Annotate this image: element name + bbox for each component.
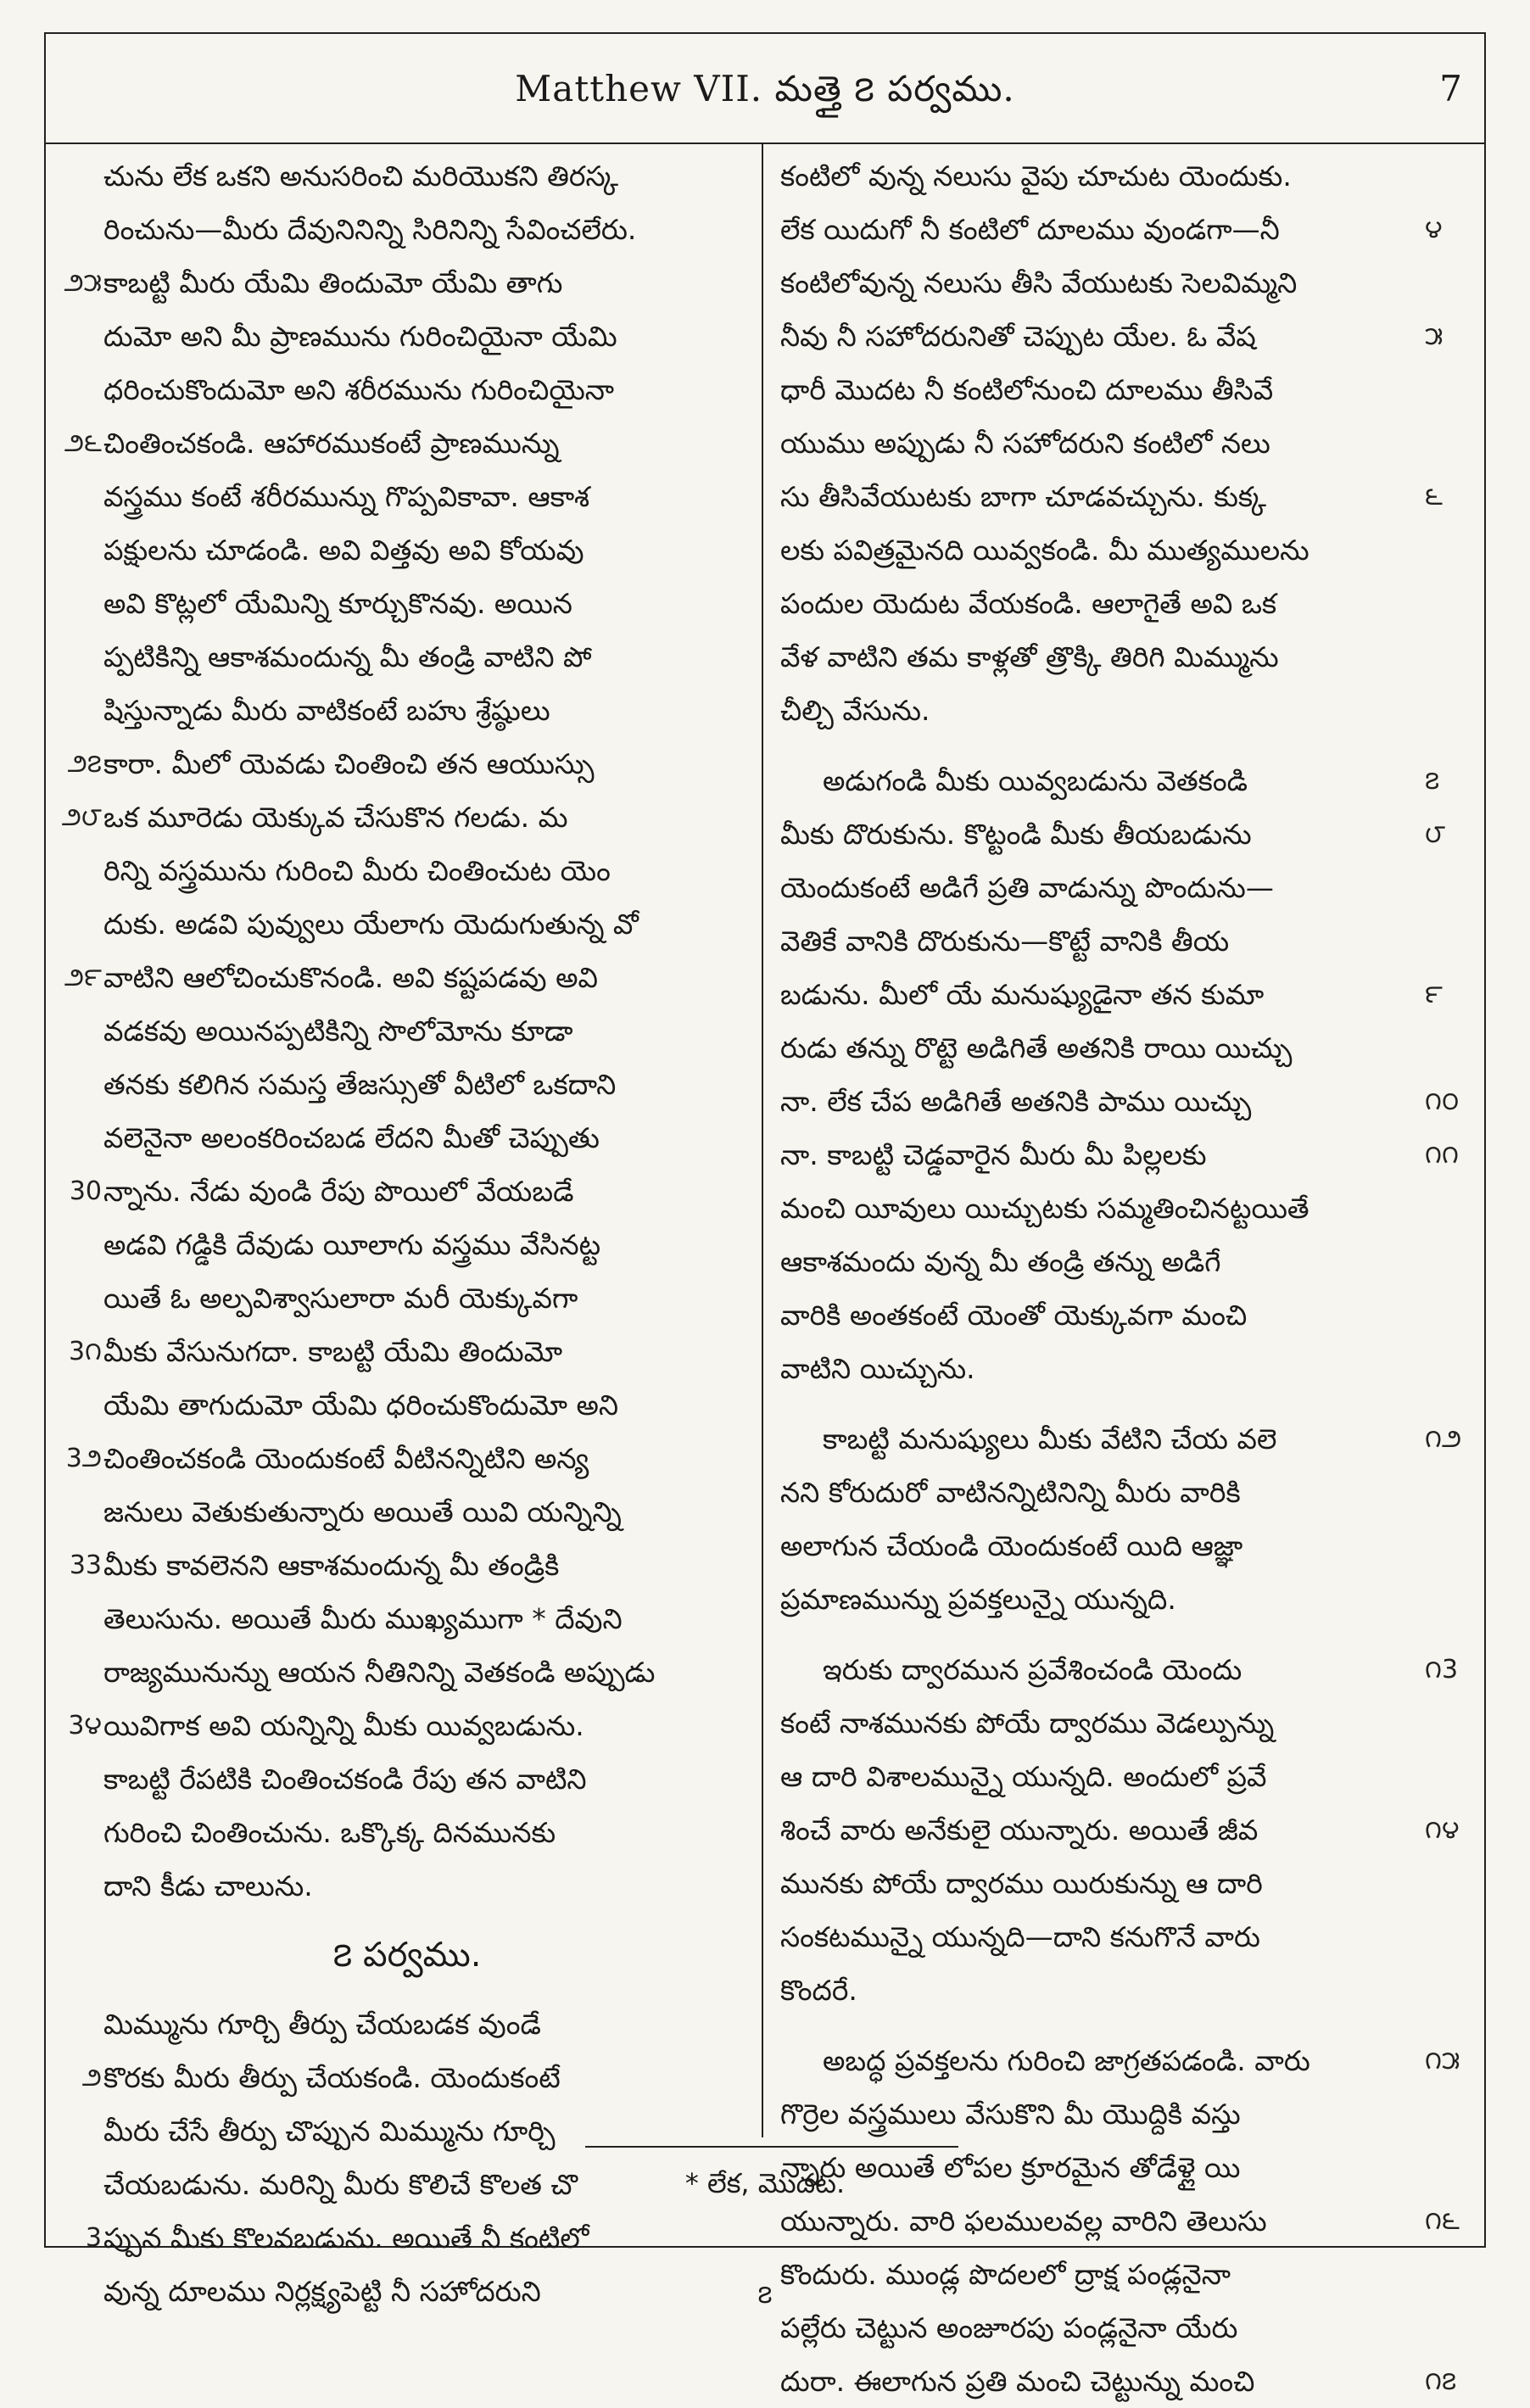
line-text: చీల్చి వేసును. <box>780 694 930 727</box>
line-text: చింతించకండి యెందుకంటే వీటినన్నిటిని అన్య <box>103 1442 589 1475</box>
text-line <box>59 1592 755 1645</box>
text-line <box>768 914 1472 968</box>
text-line <box>59 1218 755 1271</box>
line-text: చును లేక ఒకని అనుసరించి మరియొకని తిరస్క <box>103 159 619 193</box>
line-text: కంటే నాశమునకు పోయే ద్వారము వెడల్పున్ను <box>780 1707 1275 1740</box>
text-line <box>768 1288 1472 1342</box>
line-text: షిస్తున్నాడు మీరు వాటికంటే బహు శ్రేష్ఠులు <box>103 694 550 727</box>
line-text: అడవి గడ్డికి దేవుడు యీలాగు వస్త్రము వేసినట్ట <box>103 1228 601 1261</box>
verse-number: ౧౧ <box>1425 1140 1459 1170</box>
line-text: ఆ దారి విశాలమున్నై యున్నది. అందులో ప్రవే <box>780 1760 1267 1793</box>
text-line <box>768 1128 1472 1182</box>
text-line <box>768 1803 1472 1857</box>
line-text: దుమో అని మీ ప్రాణమును గురించియైనా యేమి <box>103 320 617 353</box>
text-line <box>59 1806 755 1859</box>
line-text: తనకు కలిగిన సమస్త తేజస్సుతో వీటిలో ఒకదాని <box>103 1068 617 1101</box>
verse-number: ౨ <box>81 2063 102 2092</box>
verse-number: ౧౭ <box>1425 2366 1457 2396</box>
line-text: కారా. మీలో యెవడు చింతించి తన ఆయుస్సు <box>103 747 595 780</box>
line-text: చింతించకండి. ఆహారముకంటే ప్రాణమున్ను <box>103 427 560 460</box>
line-text: అలాగున చేయండి యెందుకంటే యిది ఆజ్ఞా <box>780 1529 1243 1562</box>
line-text: కంటిలో వున్న నలుసు వైపు చూచుట యెందుకు. <box>780 159 1292 193</box>
text-line <box>59 1645 755 1699</box>
verse-number: ౭ <box>1425 766 1440 796</box>
line-text: కంటిలోవున్న నలుసు తీసి వేయుటకు సెలవిమ్మని <box>780 266 1298 299</box>
text-line <box>59 1165 755 1218</box>
line-text: యివిగాక అవి యన్నిన్ని మీకు యివ్వబడును. <box>103 1709 584 1742</box>
verse-number: ౨౫ <box>64 268 102 298</box>
line-text: ఒక మూరెడు యెక్కువ చేసుకొన గలడు. మ <box>103 801 568 834</box>
line-text: సంకటమున్నై యున్నది—దాని కనుగొనే వారు <box>780 1920 1260 1953</box>
line-text: వడకవు అయినప్పటికిన్ని సొలోమోను కూడా <box>103 1014 573 1048</box>
verse-number: 3౨ <box>65 1444 102 1473</box>
line-text: నా. లేక చేప అడిగితే అతనికి పాము యిచ్చు <box>780 1085 1252 1118</box>
verse-number: ౧౫ <box>1425 2046 1460 2076</box>
line-text: మునకు పోయే ద్వారము యిరుకున్ను ఆ దారి <box>780 1867 1263 1900</box>
line-text: వేళ వాటిని తమ కాళ్లతో త్రొక్కి తిరిగి మిమ్మును <box>780 640 1279 673</box>
text-line <box>59 1325 755 1378</box>
line-text: వాటిని ఆలోచించుకొనండి. అవి కష్టపడవు అవి <box>103 961 598 994</box>
text-line <box>59 1271 755 1325</box>
text-line <box>768 1857 1472 1910</box>
text-line <box>59 951 755 1004</box>
line-text: మీరు చేసే తీర్పు చొప్పున మిమ్మును గూర్చి <box>103 2115 556 2148</box>
verse-number: ౫ <box>1425 321 1443 351</box>
verse-number: ౨౭ <box>67 749 102 779</box>
text-line <box>59 630 755 684</box>
paragraph-gap <box>768 2017 1472 2034</box>
text-line <box>768 968 1472 1021</box>
text-line <box>768 1519 1472 1573</box>
verse-number: 30 <box>69 1176 102 1206</box>
line-text: ధారీ మొదట నీ కంటిలోనుంచి దూలము తీసివే <box>780 373 1274 406</box>
text-line <box>768 1643 1472 1696</box>
text-line <box>768 203 1472 256</box>
line-text: తెలుసును. అయితే మీరు ముఖ్యముగా * దేవుని <box>103 1602 623 1635</box>
text-line <box>768 1342 1472 1395</box>
line-text: సు తీసివేయుటకు బాగా చూడవచ్చును. కుక్క <box>780 480 1267 513</box>
header-rule <box>44 142 1486 144</box>
line-text: ప్రమాణమున్ను ప్రవక్తలున్నై యున్నది. <box>780 1583 1176 1616</box>
verse-number: 3౧ <box>68 1337 102 1366</box>
text-line <box>768 2034 1472 2087</box>
line-text: శించే వారు అనేకులై యున్నారు. అయితే జీవ <box>780 1813 1259 1847</box>
line-text: న్నాను. నేడు వుండి రేపు పొయిలో వేయబడే <box>103 1175 574 1208</box>
footnote: * లేక, మొదట. <box>684 2167 846 2199</box>
text-line <box>59 149 755 203</box>
text-line <box>59 577 755 630</box>
text-line <box>59 1004 755 1058</box>
line-text: ఇరుకు ద్వారమున ప్రవేశించండి యెందు <box>823 1653 1242 1686</box>
text-line <box>59 470 755 523</box>
text-line <box>59 1432 755 1485</box>
verse-number: ౧౬ <box>1425 2206 1460 2236</box>
text-line <box>768 1696 1472 1750</box>
text-line <box>768 523 1472 577</box>
line-text: న్నారు అయితే లోపల క్రూరమైన తోడేళ్లై యి <box>780 2151 1241 2184</box>
line-text: యితే ఓ అల్పవిశ్వాసులారా మరీ యెక్కువగా <box>103 1282 578 1315</box>
line-text: మంచి యీవులు యిచ్చుటకు సమ్మతించినట్టయితే <box>780 1192 1309 1225</box>
line-text: రించును—మీరు దేవునినిన్ని సిరినిన్ని సేవించలేరు. <box>103 213 637 246</box>
line-text: ప్పున మీకు కొలవబడును. అయితే నీ కంటిలో <box>103 2221 589 2254</box>
line-text: మీకు కావలెనని ఆకాశమందున్న మీ తండ్రికి <box>103 1549 560 1582</box>
verse-number: ౧౦ <box>1425 1087 1460 1116</box>
line-text: పక్షులను చూడండి. అవి విత్తవు అవి కోయవు <box>103 534 584 567</box>
text-line <box>59 2211 755 2265</box>
text-line <box>768 256 1472 310</box>
text-line <box>768 684 1472 737</box>
text-line <box>768 1235 1472 1288</box>
line-text: అడుగండి మీకు యివ్వబడును వెతకండి <box>823 764 1248 797</box>
verse-number: 3 <box>85 2223 102 2253</box>
line-text: లేక యిదుగో నీ కంటిలో దూలము వుండగా—నీ <box>780 213 1280 246</box>
line-text: కాబట్టి మనుష్యులు మీకు వేటిని చేయ వలె <box>823 1422 1277 1455</box>
text-line <box>59 1378 755 1432</box>
line-text: కొందురు. ముండ్ల పొదలలో ద్రాక్ష పండ్లనైనా <box>780 2258 1231 2291</box>
paragraph-gap <box>768 1626 1472 1643</box>
line-text: జనులు వెతుకుతున్నారు అయితే యివి యన్నిన్ని <box>103 1495 622 1528</box>
text-line <box>768 1182 1472 1235</box>
text-line <box>59 256 755 310</box>
text-line <box>59 791 755 844</box>
text-line <box>59 2104 755 2158</box>
page-header <box>44 32 1486 142</box>
line-text: మీకు వేసునుగదా. కాబట్టి యేమి తిందుమో <box>103 1335 563 1368</box>
verse-number: ౪ <box>1425 215 1443 244</box>
line-text: మిమ్మును గూర్చి తీర్పు చేయబడక వుండే <box>103 2008 541 2041</box>
text-line <box>768 1466 1472 1519</box>
text-line <box>768 861 1472 914</box>
text-line <box>59 1485 755 1539</box>
text-line <box>768 630 1472 684</box>
text-line <box>768 470 1472 523</box>
footnote-rule <box>585 2146 958 2148</box>
text-line <box>768 416 1472 470</box>
line-text: రిన్ని వస్త్రమును గురించి మీరు చింతించుట యెం <box>103 854 611 887</box>
line-text: యుము అప్పుడు నీ సహోదరుని కంటిలో నలు <box>780 427 1270 460</box>
line-text: లకు పవిత్రమైనది యివ్వకండి. మీ ముత్యములను <box>780 534 1309 567</box>
right-column <box>768 149 1472 2408</box>
chapter-heading: ౭ పర్వము. <box>332 1936 482 1975</box>
line-text: వస్త్రము కంటే శరీరమున్ను గొప్పవికావా. ఆకాశ <box>103 480 590 513</box>
text-line <box>768 149 1472 203</box>
line-text: వున్న దూలము నిర్లక్ష్యపెట్టి నీ సహోదరుని <box>103 2275 541 2308</box>
line-text: నని కోరుదురో వాటినన్నిటినిన్ని మీరు వారికి <box>780 1476 1241 1509</box>
text-line <box>59 1752 755 1806</box>
text-line <box>768 807 1472 861</box>
line-text: ప్పటికిన్ని ఆకాశమందున్న మీ తండ్రి వాటిని పో <box>103 640 592 673</box>
text-line <box>59 737 755 791</box>
page-number: 7 <box>1439 68 1462 109</box>
text-line <box>768 310 1472 363</box>
column-divider <box>762 142 763 2137</box>
text-line <box>768 2087 1472 2141</box>
text-line <box>768 1750 1472 1803</box>
line-text: రుడు తన్ను రొట్టె అడిగితే అతనికి రాయి యిచ్చు <box>780 1031 1293 1064</box>
text-line <box>768 1021 1472 1075</box>
line-text: యెందుకంటే అడిగే ప్రతి వాడున్ను పొందును— <box>780 871 1274 904</box>
line-text: పల్లేరు చెట్టున అంజూరపు పండ్లనైనా యేరు <box>780 2311 1238 2344</box>
text-line <box>59 523 755 577</box>
text-line <box>59 1699 755 1752</box>
verse-number: ౬ <box>1425 482 1443 511</box>
text-line <box>59 363 755 416</box>
text-line <box>768 1075 1472 1128</box>
text-line <box>59 203 755 256</box>
paragraph-gap <box>768 737 1472 754</box>
verse-number: ౧౪ <box>1425 1815 1460 1845</box>
line-text: దాని కీడు చాలును. <box>103 1869 313 1902</box>
signature-mark: ౭ <box>757 2280 773 2310</box>
text-line <box>59 1111 755 1165</box>
line-text: కాబట్టి రేపటికి చింతించకండి రేపు తన వాటిని <box>103 1763 587 1796</box>
text-line <box>59 1859 755 1913</box>
line-text: వారికి అంతకంటే యెంతో యెక్కువగా మంచి <box>780 1299 1248 1332</box>
text-line <box>59 2051 755 2104</box>
text-line <box>59 897 755 951</box>
line-text: దురా. ఈలాగున ప్రతి మంచి చెట్టున్ను మంచి <box>780 2365 1255 2398</box>
verse-number: ౨౬ <box>64 428 102 458</box>
text-line <box>768 1964 1472 2017</box>
text-line <box>768 363 1472 416</box>
line-text: వాటిని యిచ్చును. <box>780 1352 975 1385</box>
line-text: నీవు నీ సహోదరునితో చెప్పుట యేల. ఓ వేష <box>780 320 1256 353</box>
text-line <box>59 1997 755 2051</box>
text-line <box>59 844 755 897</box>
verse-number: 33 <box>69 1550 102 1580</box>
verse-number: ౯ <box>1425 980 1443 1009</box>
text-line <box>768 754 1472 807</box>
line-text: అవి కొట్లలో యేమిన్ని కూర్చుకొనవు. అయిన <box>103 587 572 620</box>
verse-number: ౨౯ <box>64 963 102 992</box>
text-line <box>768 2355 1472 2408</box>
verse-number: ౧3 <box>1425 1655 1459 1684</box>
verse-number: ౧౨ <box>1425 1424 1462 1454</box>
text-line <box>59 416 755 470</box>
line-text: నా. కాబట్టి చెడ్డవారైన మీరు మీ పిల్లలకు <box>780 1138 1207 1171</box>
verse-number: ౨౮ <box>61 802 102 832</box>
line-text: ధరించుకొందుమో అని శరీరమును గురించియైనా <box>103 373 615 406</box>
text-line <box>768 1573 1472 1626</box>
line-text: పందుల యెదుట వేయకండి. ఆలాగైతే అవి ఒక <box>780 587 1277 620</box>
line-text: కొరకు మీరు తీర్పు చేయకండి. యెందుకంటే <box>103 2061 561 2094</box>
line-text: చేయబడును. మరిన్ని మీరు కొలిచే కొలత చొ <box>103 2168 578 2201</box>
paragraph-gap <box>768 1395 1472 1412</box>
line-text: అబద్ధ ప్రవక్తలను గురించి జాగ్రతపడండి. వారు <box>823 2044 1310 2077</box>
line-text: ఆకాశమందు వున్న మీ తండ్రి తన్ను అడిగే <box>780 1245 1221 1278</box>
line-text: దుకు. అడవి పువ్వులు యేలాగు యెదుగుతున్న వో <box>103 908 639 941</box>
text-line <box>768 577 1472 630</box>
line-text: యున్నారు. వారి ఫలములవల్ల వారిని తెలుసు <box>780 2204 1267 2238</box>
text-line <box>768 1910 1472 1964</box>
text-line <box>59 310 755 363</box>
line-text: కాబట్టి మీరు యేమి తిందుమో యేమి తాగు <box>103 266 563 299</box>
line-text: వలెనైనా అలంకరించబడ లేదని మీతో చెప్పుతు <box>103 1121 600 1154</box>
line-text: రాజ్యమునున్ను ఆయన నీతినిన్ని వెతకండి అప్పుడు <box>103 1656 656 1689</box>
text-line <box>59 684 755 737</box>
line-text: కొందరే. <box>780 1974 857 2007</box>
left-column <box>59 149 755 2318</box>
line-text: వెతికే వానికి దొరుకును—కొట్టే వానికి తీయ <box>780 925 1230 958</box>
line-text: బడును. మీలో యే మనుష్యుడైనా తన కుమా <box>780 978 1265 1011</box>
page-title: Matthew VII. మత్తై ౭ పర్వము. <box>515 68 1015 109</box>
line-text: మీకు దొరుకును. కొట్టండి మీకు తీయబడును <box>780 818 1252 851</box>
text-line <box>59 1539 755 1592</box>
text-line <box>768 1412 1472 1466</box>
verse-number: ౮ <box>1425 819 1446 849</box>
line-text: గొర్రెల వస్త్రములు వేసుకొని మీ యొద్దికి వస్తు <box>780 2098 1241 2131</box>
verse-number: 3౪ <box>68 1711 102 1740</box>
text-line <box>59 1058 755 1111</box>
line-text: యేమి తాగుదుమో యేమి ధరించుకొందుమో అని <box>103 1388 619 1422</box>
line-text: గురించి చింతించును. ఒక్కొక్క దినమునకు <box>103 1816 556 1849</box>
